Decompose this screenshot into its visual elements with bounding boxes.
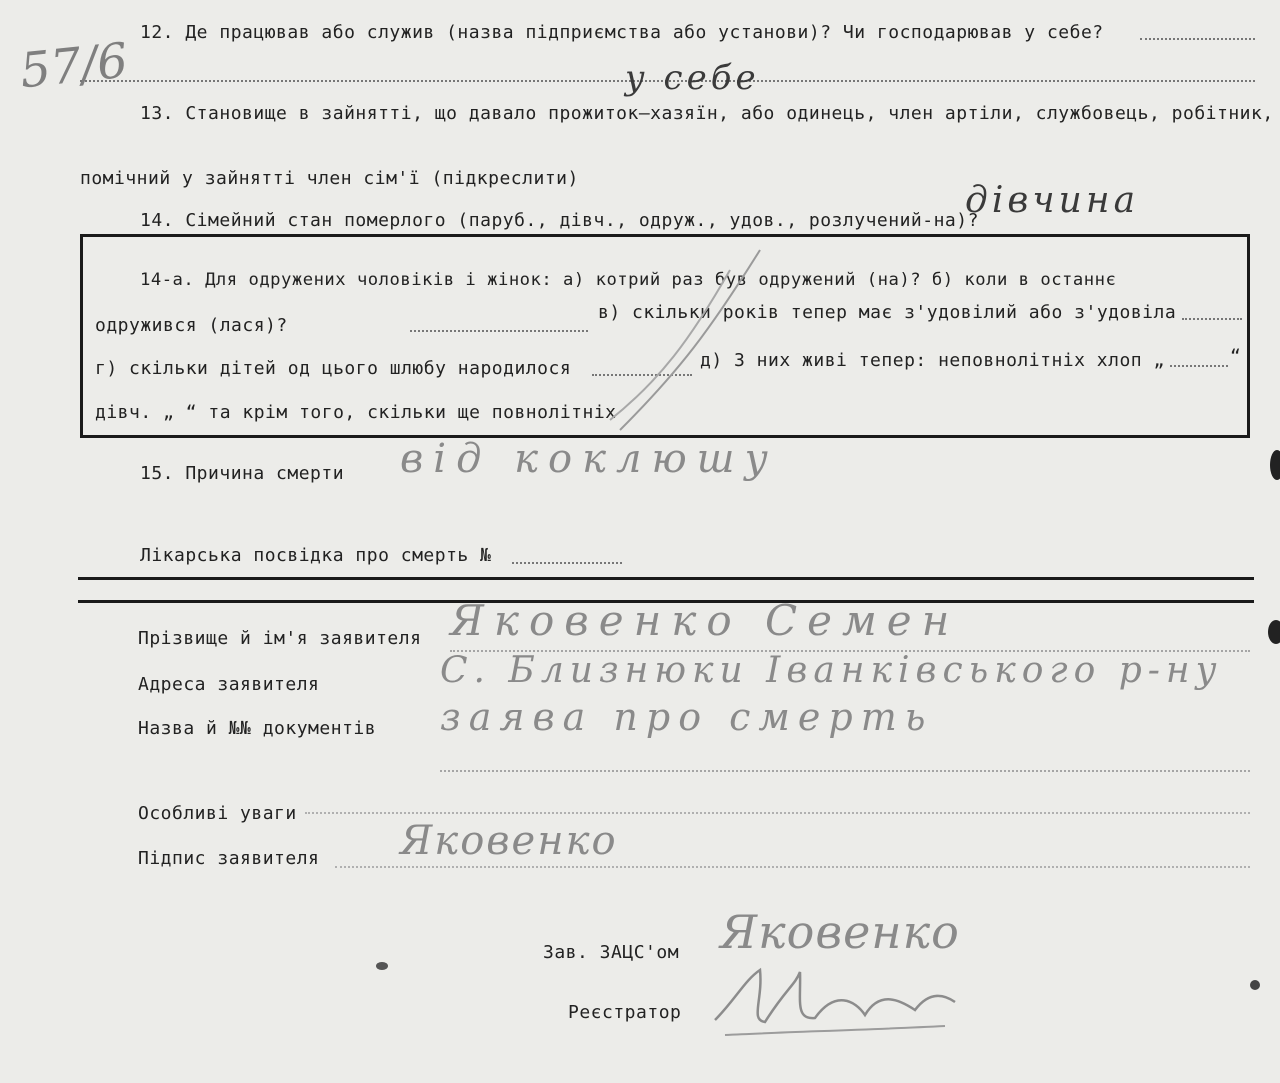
q14a-line1: 14-а. Для одружених чоловіків і жінок: а) котрий раз був одружений (на)? б) коли в останнє	[140, 270, 1117, 290]
q14a-line2b-dots	[1182, 318, 1242, 320]
documents-label: Назва й №№ документів	[138, 718, 377, 739]
q14a-line4: дівч. „ “ та крім того, скільки ще повнолітніх	[95, 402, 617, 423]
remarks-line	[305, 812, 1250, 814]
ink-blot	[376, 962, 388, 970]
q13-label-line1: 13. Становище в зайнятті, що давало прожиток—хазяїн, або одинець, член артіли, службовець, робітник,	[140, 103, 1274, 124]
q14a-line2a: одружився (лася)?	[95, 315, 288, 336]
registrar-label: Реєстратор	[568, 1002, 682, 1023]
remarks-label: Особливі уваги	[138, 803, 297, 824]
edge-hole	[1268, 620, 1280, 644]
q14-answer: дівчина	[965, 180, 1140, 221]
q14a-line3b: д) 3 них живі тепер: неповнолітніх хлоп „	[700, 350, 1165, 371]
applicant-name-label: Прізвище й ім'я заявителя	[138, 628, 422, 649]
signature-line	[335, 866, 1250, 868]
registrar-signature	[705, 960, 965, 1050]
q12-label: 12. Де працював або служив (назва підприємства або установи)? Чи господарював у себе?	[140, 22, 1104, 43]
q14a-line3b-dots	[1170, 365, 1228, 367]
q13-label-line2: помічний у зайнятті член сім'ї (підкреслити)	[80, 168, 579, 189]
q12-dotline	[1140, 38, 1255, 40]
q14a-line2b: в) скільки років тепер має з'удовілий або з'удовіла	[598, 302, 1177, 323]
zags-head-label: Зав. ЗАЦС'ом	[543, 942, 680, 963]
q12-answer: у себе	[625, 58, 760, 98]
zags-head-signature: Яковенко	[720, 905, 960, 959]
q14a-line3c: “	[1230, 346, 1242, 367]
med-cert-label: Лікарська посвідка про смерть №	[140, 545, 492, 566]
q15-answer: від коклюшу	[400, 436, 778, 482]
ink-blot	[1250, 980, 1260, 990]
strike-mark	[560, 240, 780, 440]
applicant-name-answer: Яковенко Семен	[450, 596, 960, 645]
applicant-signature: Яковенко	[400, 818, 618, 864]
q14-label: 14. Сімейний стан померлого (паруб., дівч., одруж., удов., розлучений-на)?	[140, 210, 979, 231]
med-cert-dots	[512, 562, 622, 564]
edge-hole	[1270, 450, 1280, 480]
divider-rule-top	[78, 577, 1254, 580]
signature-label: Підпис заявителя	[138, 848, 320, 869]
margin-note: 57/6	[17, 32, 131, 100]
applicant-address-answer: С. Близнюки Іванківського р-ну	[440, 650, 1223, 691]
q14a-line3a: г) скільки дітей од цього шлюбу народилося	[95, 358, 572, 379]
q15-label: 15. Причина смерти	[140, 463, 345, 484]
applicant-address-label: Адреса заявителя	[138, 674, 320, 695]
documents-line	[440, 770, 1250, 772]
documents-answer: заява про смерть	[440, 695, 934, 739]
